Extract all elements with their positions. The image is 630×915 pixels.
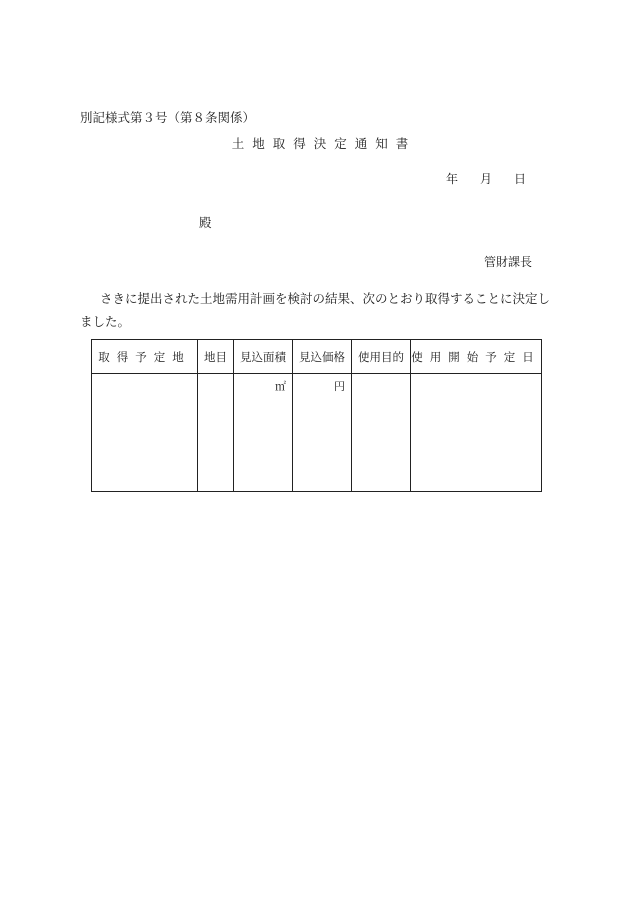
date-month-label: 月	[480, 172, 493, 186]
date-day-label: 日	[514, 172, 527, 186]
date-year-label: 年	[446, 172, 459, 186]
cell-estimated-price	[293, 374, 352, 492]
cell-purpose	[352, 374, 411, 492]
cell-planned-start-date	[411, 374, 542, 492]
cell-planned-site	[92, 374, 198, 492]
header-estimated-area: 見込面積	[234, 340, 293, 374]
notification-body: さきに提出された土地需用計画を検討の結果、次のとおり取得することに決定しました。	[80, 291, 551, 329]
addressee-suffix: 殿	[199, 215, 212, 230]
header-estimated-price: 見込価格	[293, 340, 352, 374]
date-line	[446, 170, 526, 187]
form-number: 別記様式第３号（第８条関係）	[80, 110, 256, 125]
price-unit: 円	[334, 380, 345, 393]
cell-estimated-area	[234, 374, 293, 492]
table-header-row	[92, 340, 542, 374]
document-title: 土地取得決定通知書	[231, 136, 417, 151]
header-planned-site: 取得予定地	[92, 340, 198, 374]
header-purpose: 使用目的	[352, 340, 411, 374]
table-row	[92, 374, 542, 492]
cell-land-category	[198, 374, 234, 492]
header-planned-start-date: 使用開始予定日	[411, 340, 542, 374]
acquisition-table	[91, 339, 542, 492]
header-land-category: 地目	[198, 340, 234, 374]
issuer-title: 管財課長	[484, 255, 533, 269]
area-unit: ㎡	[275, 380, 286, 393]
